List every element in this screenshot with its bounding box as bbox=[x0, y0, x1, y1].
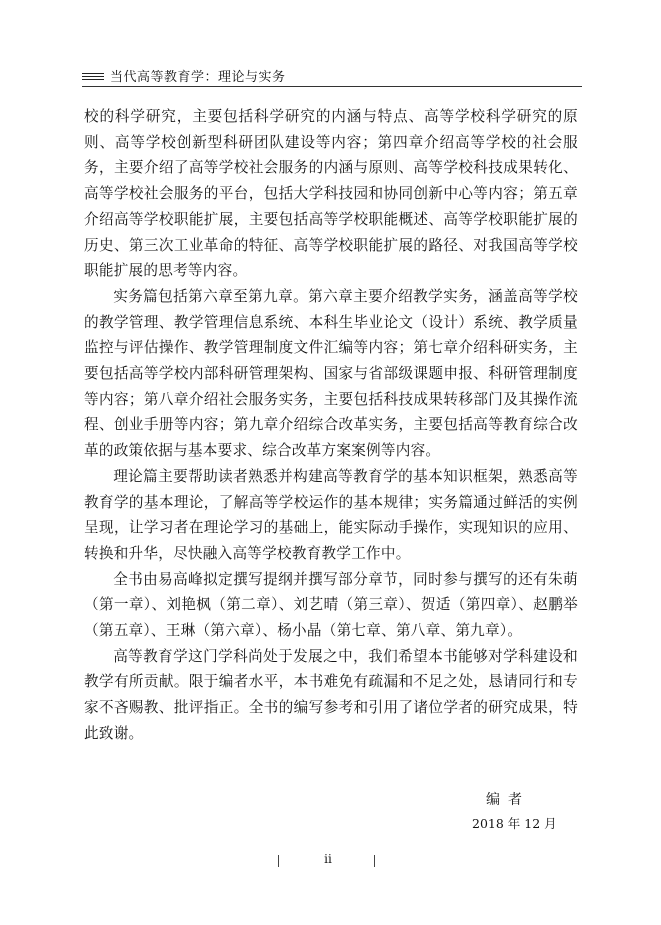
date: 2018 年 12 月 bbox=[472, 816, 557, 831]
running-header-title: 当代高等教育学：理论与实务 bbox=[110, 70, 286, 85]
header-rule bbox=[82, 86, 582, 87]
footer-bar-right bbox=[374, 855, 375, 867]
paragraph-authors: 全书由易高峰拟定撰写提纲并撰写部分章节，同时参与撰写的还有朱萌（第一章）、刘艳枫（第二章）、刘艺晴（第三章）、贺适（第四章）、赵鹏举（第五章）、王琳（第六章）、杨小晶（第七章、第八章、第九章）。 bbox=[84, 570, 578, 640]
body-text bbox=[84, 104, 578, 747]
paragraph-continuation: 校的科学研究，主要包括科学研究的内涵与特点、高等学校科学研究的原则、高等学校创新型科研团队建设等内容；第四章介绍高等学校的社会服务，主要介绍了高等学校社会服务的内涵与原则、高等学校科技成果转化、高等学校社会服务的平台，包括大学科技园和协同创新中心等内容；第五章介绍高等学校职能扩展，主要包括高等学校职能概述、高等学校职能扩展的历史、第三次工业革命的特征、高等学校职能扩展的路径、对我国高等学校职能扩展的思考等内容。 bbox=[84, 108, 578, 280]
footer-bar-left bbox=[278, 855, 279, 867]
paragraph-theory: 理论篇主要帮助读者熟悉并构建高等教育学的基本知识框架，熟悉高等教育学的基本理论，了解高等学校运作的基本规律；实务篇通过鲜活的实例呈现，让学习者在理论学习的基础上，能实际动手操作，实现知识的应用、转换和升华，尽快融入高等学校教育教学工作中。 bbox=[84, 467, 578, 562]
page-footer bbox=[278, 852, 378, 868]
signature: 编者 bbox=[486, 792, 530, 808]
paragraph-practice: 实务篇包括第六章至第九章。第六章主要介绍教学实务，涵盖高等学校的教学管理、教学管理信息系统、本科生毕业论文（设计）系统、教学质量监控与评估操作、教学管理制度文件汇编等内容；第七章介绍科研实务，主要包括高等学校内部科研管理架构、国家与省部级课题申报、科研管理制度等内容；第八章介绍社会服务实务，主要包括科技成果转移部门及其操作流程、创业手册等内容；第九章介绍综合改革实务，主要包括高等教育综合改革的政策依据与基本要求、综合改革方案案例等内容。 bbox=[84, 287, 578, 460]
header-lines-icon bbox=[82, 73, 104, 83]
page-number: ii bbox=[324, 852, 332, 866]
running-header bbox=[82, 66, 582, 88]
paragraph-acknowledgement: 高等教育学这门学科尚处于发展之中，我们希望本书能够对学科建设和教学有所贡献。限于编者水平，本书难免有疏漏和不足之处，恳请同行和专家不吝赐教、批评指正。全书的编写参考和引用了诸位学者的研究成果，特此致谢。 bbox=[84, 647, 578, 742]
